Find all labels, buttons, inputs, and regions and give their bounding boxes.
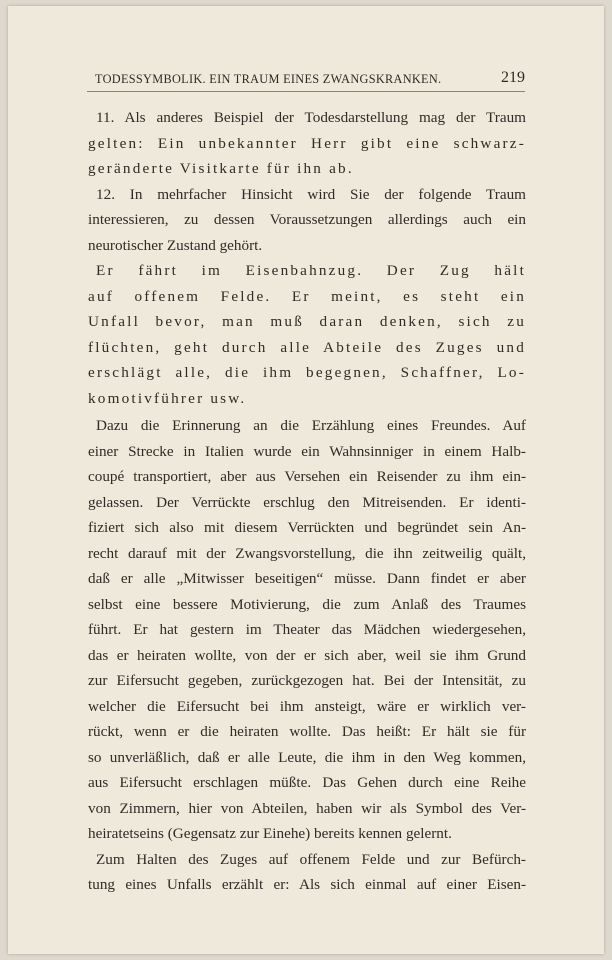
page-number: 219	[501, 69, 525, 86]
text-line: einer Strecke in Italien wurde ein Wahnsinniger in einem Halb-	[88, 442, 526, 460]
text-line: auf offenem Felde. Er meint, es steht ein	[88, 287, 526, 305]
text-line: heiratetseins (Gegensatz zur Einehe) bereits kennen gelernt.	[88, 825, 452, 842]
text-line: rückt, wenn er die heiraten wollte. Das heißt: Er hält sie für	[88, 723, 526, 740]
text-line: gelten: Ein unbekannter Herr gibt eine schwarz-	[88, 134, 526, 152]
text-line: Unfall bevor, man muß daran denken, sich zu	[88, 313, 526, 330]
header-rule	[87, 91, 525, 92]
text-line: fiziert sich also mit diesem Verrückten und begründet sein An-	[88, 519, 526, 536]
text-line: Er fährt im Eisenbahnzug. Der Zug hält	[96, 262, 526, 279]
page-header	[95, 68, 525, 90]
text-line: recht darauf mit der Zwangsvorstellung, die ihn zeitweilig quält,	[88, 544, 526, 562]
text-line: das er heiraten wollte, von der er sich aber, weil sie ihm Grund	[88, 646, 526, 664]
text-line: erschlägt alle, die ihm begegnen, Schaffner, Lo-	[88, 364, 526, 381]
text-line: gelassen. Der Verrückte erschlug den Mitreisenden. Er identi-	[88, 493, 526, 511]
text-line: coupé transportiert, aber aus Versehen ein Reisender zu ihm ein-	[88, 468, 526, 485]
text-line: Zum Halten des Zuges auf offenem Felde und zur Befürch-	[96, 850, 526, 868]
text-line: neurotischer Zustand gehört.	[88, 236, 263, 254]
text-line: tung eines Unfalls erzählt er: Als sich einmal auf einer Eisen-	[88, 876, 526, 893]
text-line: 11. Als anderes Beispiel der Todesdarstellung mag der Traum	[96, 109, 526, 126]
text-line: so unverläßlich, daß er alle Leute, die ihm in den Weg kommen,	[88, 748, 526, 766]
text-line: daß er alle „Mitwisser beseitigen“ müsse. Dann findet er aber	[88, 570, 526, 587]
text-line: komotivführer usw.	[88, 389, 247, 407]
text-line: geränderte Visitkarte für ihn ab.	[88, 160, 354, 177]
text-line: Dazu die Erinnerung an die Erzählung eines Freundes. Auf	[96, 417, 526, 434]
text-line: flüchten, geht durch alle Abteile des Zuges und	[88, 338, 526, 356]
text-line: 12. In mehrfacher Hinsicht wird Sie der folgende Traum	[96, 185, 526, 203]
book-page	[8, 6, 604, 954]
body-text	[88, 105, 526, 898]
text-line: welcher die Eifersucht bei ihm ansteigt, wäre er wirklich ver-	[88, 697, 526, 715]
text-line: von Zimmern, hier von Abteilen, haben wir als Symbol des Ver-	[88, 799, 526, 817]
text-line: selbst eine bessere Motivierung, die zum Anlaß des Traumes	[88, 595, 526, 613]
text-line: zur Eifersucht gegeben, zurückgezogen hat. Bei der Intensität, zu	[88, 672, 526, 689]
running-title: TODESSYMBOLIK. EIN TRAUM EINES ZWANGSKRANKEN.	[95, 72, 442, 86]
text-line: interessieren, zu dessen Voraussetzungen allerdings auch ein	[88, 211, 526, 228]
text-line: aus Eifersucht erschlagen müßte. Das Gehen durch eine Reihe	[88, 774, 526, 791]
text-line: führt. Er hat gestern im Theater das Mädchen wiedergesehen,	[88, 621, 526, 638]
